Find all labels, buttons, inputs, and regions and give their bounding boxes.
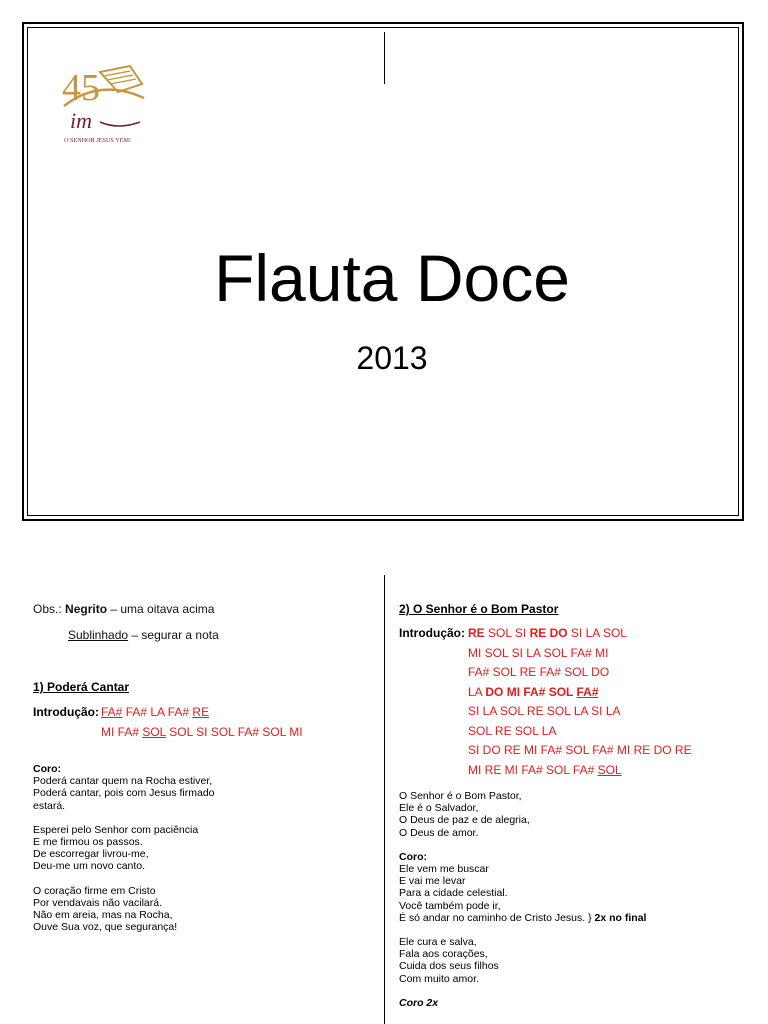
logo-number: 45 [62, 67, 100, 109]
note-segment: MI RE MI FA# SOL FA# [468, 762, 598, 777]
note-segment: SOL [597, 762, 622, 777]
note-segment: SOL SI SOL FA# SOL MI [165, 725, 303, 739]
lyric-line: Com muito amor. [399, 972, 479, 985]
note-segment: FA# SOL RE FA# SOL DO [468, 665, 610, 679]
note-segment: RE [468, 626, 485, 640]
lyric-line: Para a cidade celestial. [399, 887, 508, 900]
stanza [33, 763, 215, 812]
intro-line [468, 704, 621, 718]
intro-line [468, 743, 692, 757]
lyric-line: Esperei pelo Senhor com paciência [33, 823, 199, 836]
lyric-line: Cuida dos seus filhos [399, 960, 499, 973]
intro-line [101, 705, 209, 719]
intro-line [468, 646, 609, 660]
lyric-line: Deu-me um novo canto. [33, 860, 146, 873]
obs-underline-note: Sublinhado – segurar a nota [68, 628, 219, 642]
obs-bold-note: Obs.: Negrito – uma oitava acima [33, 602, 215, 616]
note-segment: SI LA SOL [567, 626, 627, 640]
lyric-line: Ele cura e salva, [399, 936, 477, 949]
note-segment: MI FA# [101, 725, 143, 739]
song-2-title: 2) O Senhor é o Bom Pastor [399, 602, 559, 616]
note-segment: FA# LA FA# [122, 705, 193, 719]
intro-line [468, 665, 609, 679]
intro-line [101, 725, 303, 739]
note-segment: SI LA SOL RE SOL LA SI LA [468, 704, 621, 718]
lyric-line: O coração firme em Cristo [33, 884, 156, 897]
lyric-line: O Senhor é o Bom Pastor, [399, 790, 522, 802]
cover-divider-line [384, 32, 385, 84]
note-segment: DO MI FA# SOL [485, 684, 577, 699]
lyric-line: Ouve Sua voz, que segurança! [33, 921, 178, 934]
lyric-line: Fala aos corações, [399, 948, 488, 961]
stanza [33, 885, 215, 934]
lyric-line: Poderá cantar, pois com Jesus firmado [33, 787, 215, 800]
stanza-label: Coro 2x [399, 996, 439, 1009]
lyric-line: Você também pode ir, [399, 899, 501, 912]
note-segment: FA# [576, 684, 599, 699]
lyric-line: Poderá cantar quem na Rocha estiver, [33, 775, 213, 788]
stanza-label: Coro: [399, 850, 427, 863]
song-2-lyrics [399, 790, 646, 1009]
intro-line [468, 685, 599, 699]
column-divider [384, 575, 385, 1024]
lyric-line: O Deus de amor. [399, 826, 479, 839]
lyric-line: Não em areia, mas na Rocha, [33, 909, 173, 922]
lyric-line: Ele vem me buscar [399, 863, 489, 876]
cover-title: Flauta Doce [214, 241, 570, 315]
lyric-line: É só andar no caminho de Cristo Jesus. } 2x no final [399, 911, 647, 924]
stanza-label: Coro: [33, 763, 61, 775]
logo-tagline: O SENHOR JESUS VEM! [64, 137, 132, 144]
note-segment: FA# [101, 705, 123, 719]
note-segment: SOL SI [484, 626, 530, 640]
stanza [399, 790, 646, 839]
logo-script: im [70, 108, 92, 133]
cover-year: 2013 [356, 340, 428, 376]
stanza [399, 936, 646, 985]
note-segment: LA [468, 684, 486, 699]
stanza [399, 851, 646, 924]
song-2-intro-label: Introdução: [399, 626, 465, 640]
stanza [33, 824, 215, 873]
song-1-intro-label: Introdução: [33, 705, 99, 719]
intro-line [468, 763, 622, 777]
stanza [399, 997, 646, 1009]
note-segment: MI SOL SI LA SOL FA# MI [468, 645, 609, 660]
note-segment: SI DO RE MI FA# SOL FA# MI RE DO RE [468, 743, 692, 757]
note-segment: SOL [142, 725, 166, 739]
note-segment: RE [192, 705, 210, 719]
lyric-line: E me firmou os passos. [33, 836, 143, 849]
lyric-line: E vai me levar [399, 875, 466, 888]
logo-45-anos [60, 58, 150, 148]
intro-line [468, 626, 627, 640]
lyric-line: Por vendavais não vacilará. [33, 896, 162, 909]
lyric-line: O Deus de paz e de alegria, [399, 814, 530, 827]
song-1-title: 1) Poderá Cantar [33, 680, 130, 694]
note-segment: RE DO [529, 626, 568, 640]
intro-line [468, 724, 556, 738]
song-1-lyrics [33, 763, 215, 933]
lyric-line: estará. [33, 799, 66, 812]
lyric-line: De escorregar livrou-me, [33, 848, 149, 861]
lyric-line: Ele é o Salvador, [399, 802, 479, 815]
note-segment: SOL RE SOL LA [468, 723, 557, 738]
